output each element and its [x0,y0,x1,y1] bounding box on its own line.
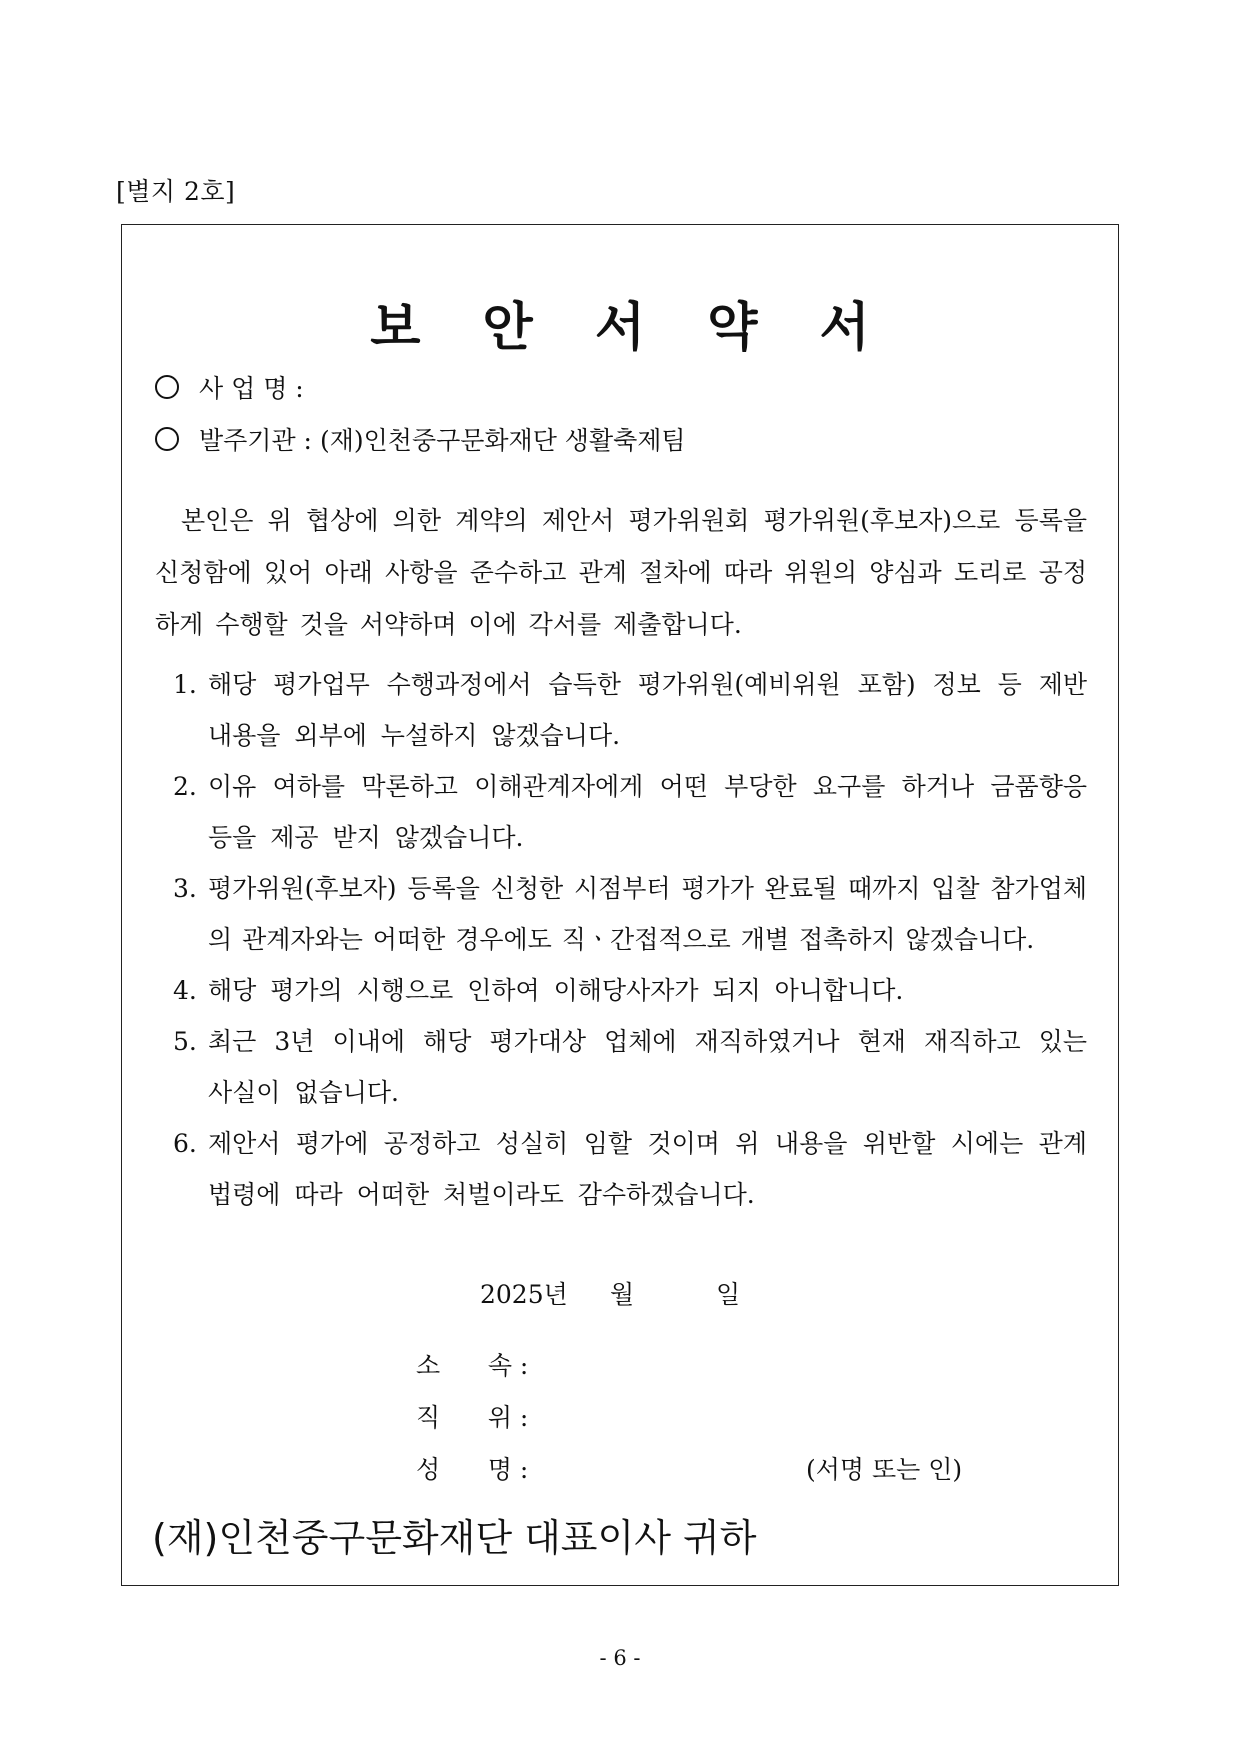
circle-bullet-icon [155,427,179,451]
signer-position-label: 직 위 : [416,1403,529,1432]
ordering-agency-field [155,421,686,457]
pledge-item-number: 4. [173,976,197,1005]
pledge-item-number: 1. [173,670,197,699]
pledge-items-list [155,659,1087,1220]
attachment-label: [별지 2호] [116,177,236,206]
circle-bullet-icon [155,375,179,399]
date-month: 월 [610,1280,635,1309]
pledge-intro-paragraph: 본인은 위 협상에 의한 계약의 제안서 평가위원회 평가위원(후보자)으로 등록을 신청함에 있어 아래 사항을 준수하고 관계 절차에 따라 위원의 양심과 도리로 공정하게 수행할 것을 서약하며 이에 각서를 제출합니다. [155,506,1087,639]
pledge-item [155,761,1087,863]
page-number: - 6 - [599,1646,641,1670]
form-title: 보 안 서 약 서 [370,298,892,358]
pledge-item-number: 2. [173,772,197,801]
project-name-label: 사 업 명 : [199,374,304,403]
pledge-item-text: 평가위원(후보자) 등록을 신청한 시점부터 평가가 완료될 때까지 입찰 참가업체의 관계자와는 어떠한 경우에도 직ㆍ간접적으로 개별 접촉하지 않겠습니다. [208,874,1087,954]
security-pledge-form [121,224,1119,1586]
signature-or-seal-note: (서명 또는 인) [806,1455,963,1484]
addressee: (재)인천중구문화재단 대표이사 귀하 [152,1516,757,1560]
pledge-item-text: 해당 평가의 시행으로 인하여 이해당사자가 되지 아니합니다. [208,976,904,1005]
pledge-item-text: 제안서 평가에 공정하고 성실히 임할 것이며 위 내용을 위반할 시에는 관계법령에 따라 어떠한 처벌이라도 감수하겠습니다. [208,1129,1087,1209]
date-year: 2025년 [480,1280,568,1309]
pledge-item-text: 이유 여하를 막론하고 이해관계자에게 어떤 부당한 요구를 하거나 금품향응 등을 제공 받지 않겠습니다. [208,772,1087,852]
pledge-item [155,863,1087,965]
pledge-item [155,965,1087,1016]
signer-affiliation-row [416,1346,550,1382]
date-day: 일 [716,1280,741,1309]
signer-name-row [416,1450,550,1486]
pledge-item-number: 5. [173,1027,197,1056]
ordering-agency-label: 발주기관 : [199,426,312,455]
pledge-item [155,659,1087,761]
pledge-item-number: 3. [173,874,197,903]
project-name-field [155,369,312,405]
signer-name-label: 성 명 : [416,1455,529,1484]
signer-position-row [416,1398,550,1434]
pledge-item [155,1016,1087,1118]
pledge-item-number: 6. [173,1129,197,1158]
pledge-item-text: 해당 평가업무 수행과정에서 습득한 평가위원(예비위원 포함) 정보 등 제반내용을 외부에 누설하지 않겠습니다. [208,670,1087,750]
pledge-item-text: 최근 3년 이내에 해당 평가대상 업체에 재직하였거나 현재 재직하고 있는 사실이 없습니다. [208,1027,1087,1107]
pledge-item [155,1118,1087,1220]
signer-affiliation-label: 소 속 : [416,1351,529,1380]
ordering-agency-value: (재)인천중구문화재단 생활축제팀 [319,426,686,455]
date-line [480,1275,740,1311]
